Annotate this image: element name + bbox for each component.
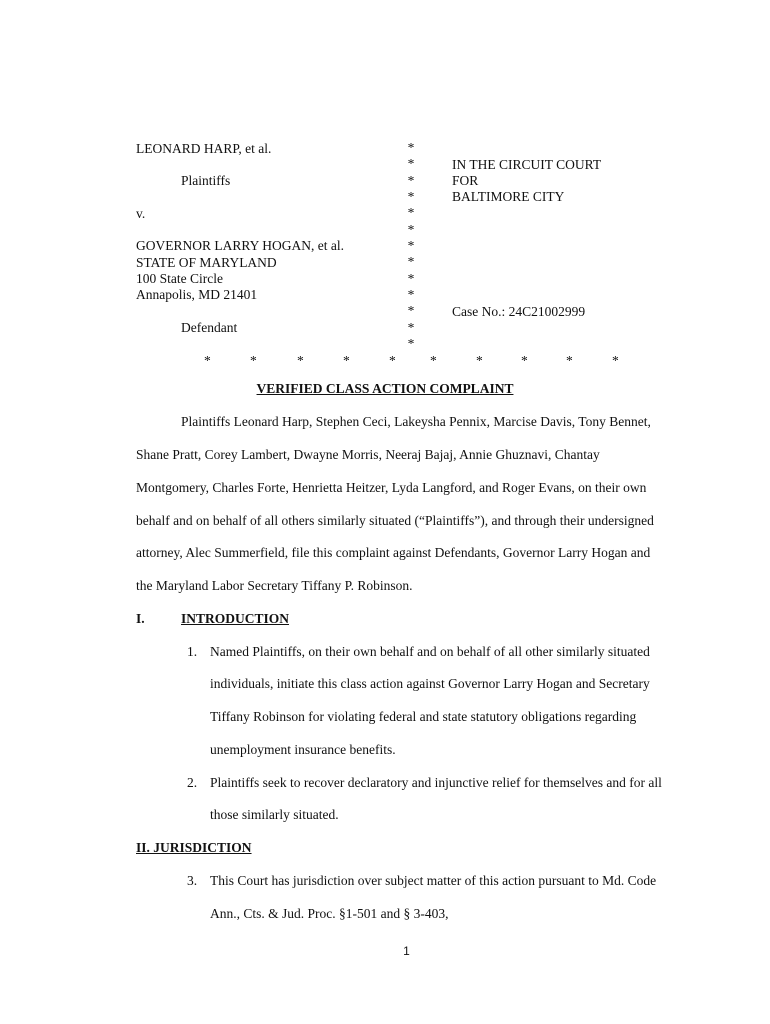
star: * [343,353,350,368]
star: * [430,353,437,368]
court-line: BALTIMORE CITY [452,189,565,204]
defendant-label: Defendant [181,320,238,335]
paragraph-line: Plaintiffs Leonard Harp, Stephen Ceci, Lakeysha Pennix, Marcise Davis, Tony Bennet, [181,414,651,429]
item-line: Plaintiffs seek to recover declaratory and injunctive relief for themselves and for all [210,775,662,790]
star: * [407,320,415,335]
star: * [297,353,304,368]
item-line: Tiffany Robinson for violating federal and state statutory obligations regarding [210,709,637,724]
star: * [389,353,396,368]
star: * [407,336,415,351]
defendant-line: STATE OF MARYLAND [136,255,277,270]
star: * [407,271,415,286]
item-line: individuals, initiate this class action against Governor Larry Hogan and Secretary [210,676,650,691]
page-number: 1 [403,944,410,958]
star: * [521,353,528,368]
section-heading: INTRODUCTION [181,611,290,626]
defendant-line: Annapolis, MD 21401 [136,287,258,302]
star: * [407,173,415,188]
court-line: IN THE CIRCUIT COURT [452,157,602,172]
item-number: 3. [187,873,198,888]
court-line: FOR [452,173,479,188]
star: * [204,353,211,368]
document-title: VERIFIED CLASS ACTION COMPLAINT [256,381,514,396]
case-number: Case No.: 24C21002999 [452,304,586,319]
item-line: This Court has jurisdiction over subject matter of this action pursuant to Md. Code [210,873,657,888]
star: * [612,353,619,368]
star: * [566,353,573,368]
star: * [407,254,415,269]
star: * [250,353,257,368]
paragraph-line: Montgomery, Charles Forte, Henrietta Heitzer, Lyda Langford, and Roger Evans, on their own [136,480,647,495]
item-line: Named Plaintiffs, on their own behalf and on behalf of all other similarly situated [210,644,650,659]
item-number: 2. [187,775,198,790]
item-number: 1. [187,644,198,659]
item-line: Ann., Cts. & Jud. Proc. §1-501 and § 3-403, [210,906,449,921]
versus: v. [136,206,146,221]
star: * [407,287,415,302]
star: * [407,189,415,204]
star: * [407,303,415,318]
section-number: I. [136,611,145,626]
defendant-line: 100 State Circle [136,271,223,286]
item-line: unemployment insurance benefits. [210,742,396,757]
defendant-line: GOVERNOR LARRY HOGAN, et al. [136,238,344,253]
plaintiff-name: LEONARD HARP, et al. [136,141,272,156]
paragraph-line: Shane Pratt, Corey Lambert, Dwayne Morris, Neeraj Bajaj, Annie Ghuznavi, Chantay [136,447,600,462]
star: * [407,156,415,171]
item-line: those similarly situated. [210,807,339,822]
paragraph-line: behalf and on behalf of all others similarly situated (“Plaintiffs”), and through their undersigned [136,513,654,528]
star: * [407,140,415,155]
paragraph-line: attorney, Alec Summerfield, file this complaint against Defendants, Governor Larry Hogan and [136,545,651,560]
star: * [407,222,415,237]
star: * [476,353,483,368]
star: * [407,238,415,253]
paragraph-line: the Maryland Labor Secretary Tiffany P. Robinson. [136,578,413,593]
plaintiffs-label: Plaintiffs [181,173,231,188]
section-heading: II. JURISDICTION [136,840,252,855]
star: * [407,205,415,220]
